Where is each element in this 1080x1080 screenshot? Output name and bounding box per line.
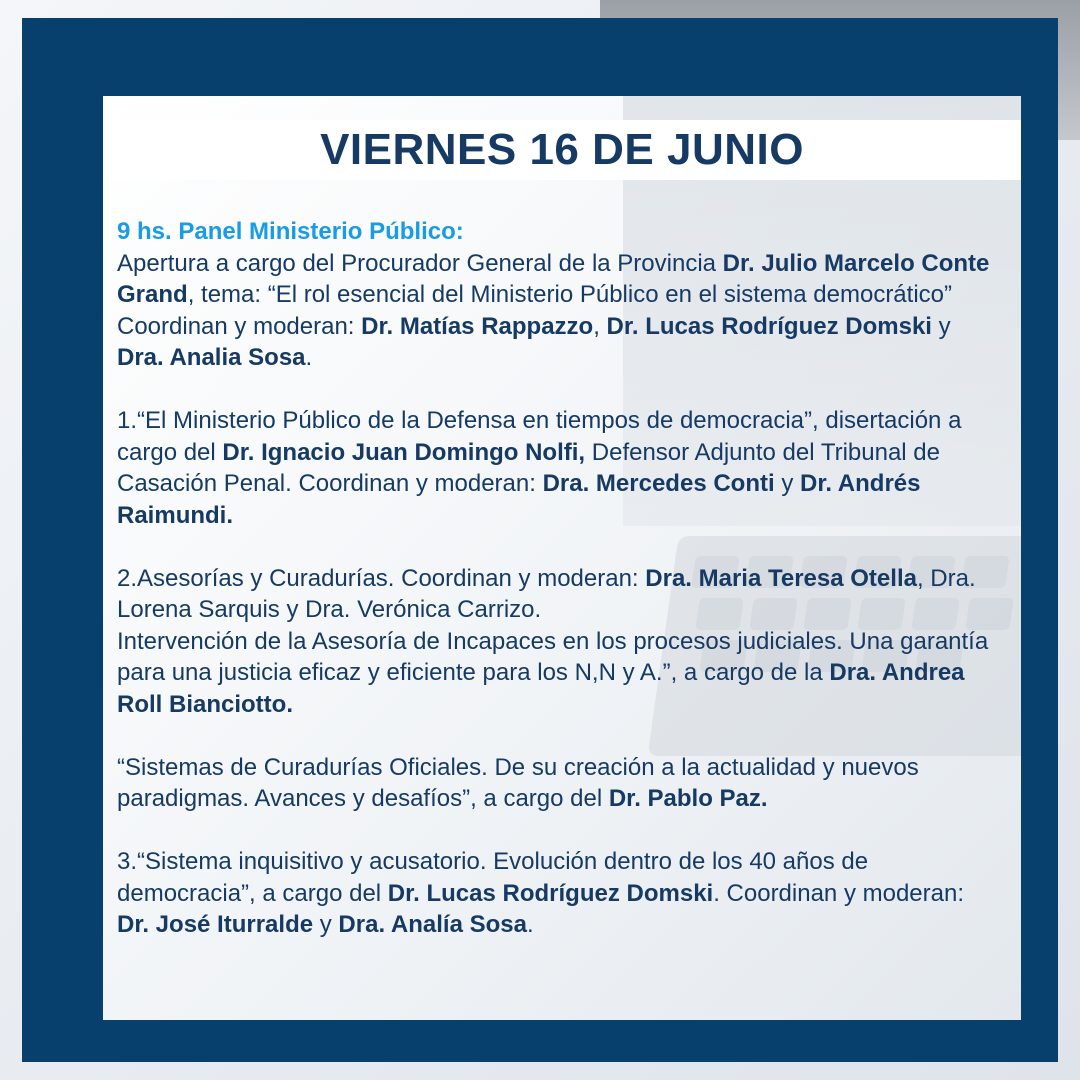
speaker-name: Dra. Andrea Roll Bianciotto. <box>117 659 965 718</box>
speaker-name: Dr. Pablo Paz. <box>608 785 768 812</box>
moderator-name: Dr. Matías Rappazzo <box>361 312 594 340</box>
moderator-name: Dra. Mercedes Conti <box>542 470 775 497</box>
moderator-name: Dr. Andrés Raimundi. <box>117 470 921 529</box>
moderator-name: Dr. Lucas Rodríguez Domski <box>606 312 932 340</box>
schedule-content <box>117 216 997 941</box>
talk-1-paragraph: 1.“El Ministerio Público de la Defensa en tiempos de democracia”, disertación a cargo del Dr. Ignacio Juan Domingo Nolfi, Defensor Adjunto del Tribunal de Casación Penal. Coordinan y moderan: Dra. Mercedes Conti y Dr. Andrés Raimundi. <box>117 407 962 529</box>
moderator-name: Dra. Analia Sosa <box>117 344 306 371</box>
moderator-name: Dra. Analía Sosa <box>338 911 527 938</box>
speaker-name: Dr. Lucas Rodríguez Domski <box>387 879 714 907</box>
talk-3-paragraph: 3.“Sistema inquisitivo y acusatorio. Evolución dentro de los 40 años de democracia”, a cargo del Dr. Lucas Rodríguez Domski. Coordinan y moderan: Dr. José Iturralde y Dra. Analía Sosa. <box>117 848 965 938</box>
speaker-name: Dr. Ignacio Juan Domingo Nolfi, <box>222 438 586 466</box>
panel-heading: 9 hs. Panel Ministerio Público: <box>117 218 464 245</box>
talk-2b-paragraph: “Sistemas de Curadurías Oficiales. De su creación a la actualidad y nuevos paradigmas. Avances y desafíos”, a cargo del Dr. Pablo Paz. <box>117 753 919 812</box>
navy-frame <box>22 18 1058 1062</box>
content-panel <box>103 96 1021 1020</box>
talk-2-paragraph: 2.Asesorías y Curadurías. Coordinan y moderan: Dra. Maria Teresa Otella, Dra. Lorena Sarquis y Dra. Verónica Carrizo. Intervención de la Asesoría de Incapaces en los procesos judiciales. Una garantía para una justicia eficaz y eficiente para los N,N y A.”, a cargo de la Dra. Andrea Roll Bianciotto. <box>117 564 989 718</box>
moderator-name: Dra. Maria Teresa Otella <box>645 564 917 592</box>
page-title: VIERNES 16 DE JUNIO <box>320 125 804 174</box>
moderator-name: Dr. José Iturralde <box>117 911 314 938</box>
title-band <box>103 120 1021 180</box>
panel-opening-paragraph: 9 hs. Panel Ministerio Público: Apertura a cargo del Procurador General de la Provincia Dr. Julio Marcelo Conte Grand, tema: “El rol esencial del Ministerio Público en el sistema democrático” Coordinan y moderan: Dr. Matías Rappazzo, Dr. Lucas Rodríguez Domski y Dra. Analia Sosa. <box>117 216 997 374</box>
speaker-name: Dr. Julio Marcelo Conte Grand <box>117 249 990 308</box>
